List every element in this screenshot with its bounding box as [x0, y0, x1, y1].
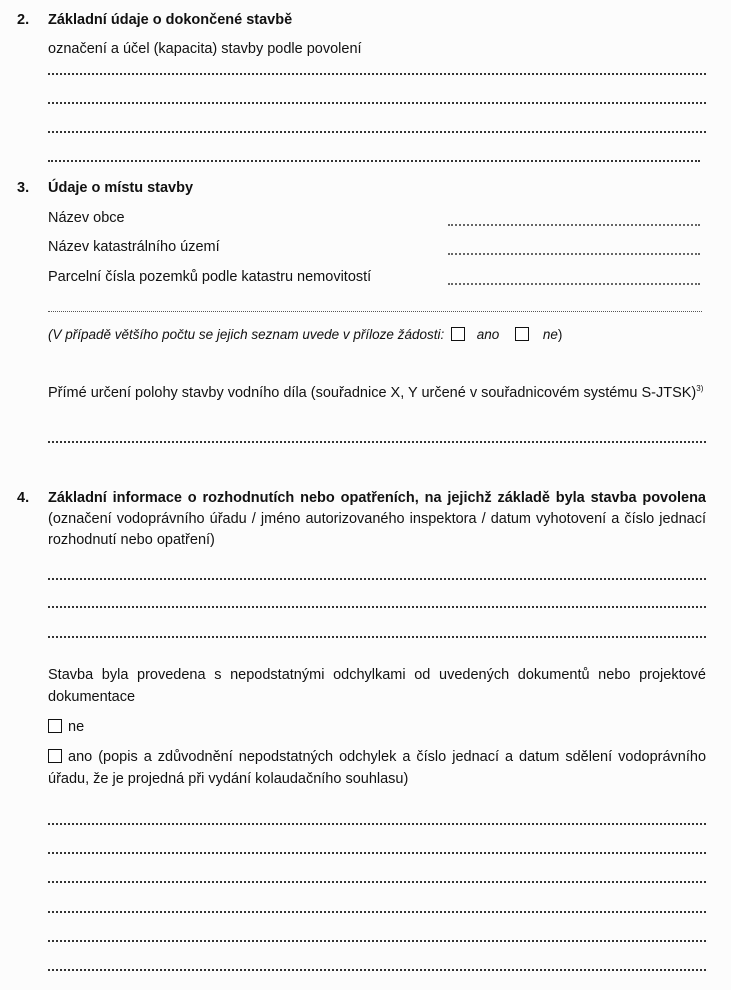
- deviation-fill-line-3[interactable]: [48, 881, 706, 883]
- section-2-fill-line-1[interactable]: [48, 73, 706, 75]
- attachment-no-label: ne: [542, 327, 558, 342]
- parcel-numbers-field[interactable]: [448, 283, 700, 285]
- section-2-fill-line-3[interactable]: [48, 131, 706, 133]
- section-4-heading: [48, 488, 706, 551]
- position-fill-line[interactable]: [48, 441, 706, 443]
- attachment-note: [48, 327, 562, 342]
- section-4-fill-line-2[interactable]: [48, 606, 706, 608]
- section-2-number: 2.: [17, 12, 30, 28]
- deviation-no-label: ne: [68, 719, 85, 735]
- position-text: Přímé určení polohy stavby vodního díla (souřadnice X, Y určené v souřadnicovém systému S-JTSK): [48, 384, 697, 401]
- municipality-label: Název obce: [48, 210, 125, 226]
- section-2-fill-line-4[interactable]: [48, 160, 700, 162]
- parcel-numbers-fill-line[interactable]: [48, 311, 702, 312]
- section-4-fill-line-3[interactable]: [48, 636, 706, 638]
- deviation-yes-checkbox[interactable]: [48, 749, 62, 763]
- section-4-title: Základní informace o rozhodnutích nebo opatřeních, na jejichž základě byla stavba povolena: [48, 490, 706, 506]
- section-4-title-detail: (označení vodoprávního úřadu / jméno autorizovaného inspektora / datum vyhotovení a číslo jednací rozhodnutí nebo opatření): [48, 511, 706, 548]
- parcel-numbers-label: Parcelní čísla pozemků podle katastru nemovitostí: [48, 269, 372, 285]
- deviation-no-checkbox[interactable]: [48, 719, 62, 733]
- section-4-number: 4.: [17, 490, 30, 506]
- deviation-yes-label: ano (popis a zdůvodnění nepodstatných odchylek a číslo jednací a datum sdělení vodoprávního úřadu, že je projedná při vydání kolaudačního souhlasu): [48, 749, 707, 787]
- deviation-yes-option[interactable]: [48, 746, 706, 790]
- section-3-number: 3.: [17, 180, 30, 196]
- deviation-question: Stavba byla provedena s nepodstatnými odchylkami od uvedených dokumentů nebo projektové dokumentace: [48, 667, 706, 705]
- section-4-fill-line-1[interactable]: [48, 578, 706, 580]
- section-2-fill-line-2[interactable]: [48, 102, 706, 104]
- attachment-yes-checkbox[interactable]: [451, 327, 465, 341]
- footnote-3: 3): [696, 384, 704, 393]
- attachment-yes-label: ano: [476, 327, 500, 342]
- section-2-title: Základní údaje o dokončené stavbě: [48, 12, 293, 28]
- section-3-title: Údaje o místu stavby: [48, 180, 194, 196]
- attachment-no-checkbox[interactable]: [515, 327, 529, 341]
- cadastral-area-field[interactable]: [448, 253, 700, 255]
- position-paragraph: [48, 374, 706, 408]
- deviation-no-option[interactable]: [48, 719, 84, 735]
- attachment-note-text: (V případě většího počtu se jejich seznam uvede v příloze žádosti:: [48, 327, 445, 342]
- section-2-label: označení a účel (kapacita) stavby podle povolení: [48, 41, 362, 57]
- deviation-fill-line-6[interactable]: [48, 969, 706, 971]
- municipality-field[interactable]: [448, 224, 700, 226]
- deviation-fill-line-1[interactable]: [48, 823, 706, 825]
- deviation-fill-line-5[interactable]: [48, 940, 706, 942]
- deviation-fill-line-4[interactable]: [48, 911, 706, 913]
- deviation-fill-line-2[interactable]: [48, 852, 706, 854]
- attachment-note-close: ): [557, 327, 563, 342]
- cadastral-area-label: Název katastrálního území: [48, 239, 220, 255]
